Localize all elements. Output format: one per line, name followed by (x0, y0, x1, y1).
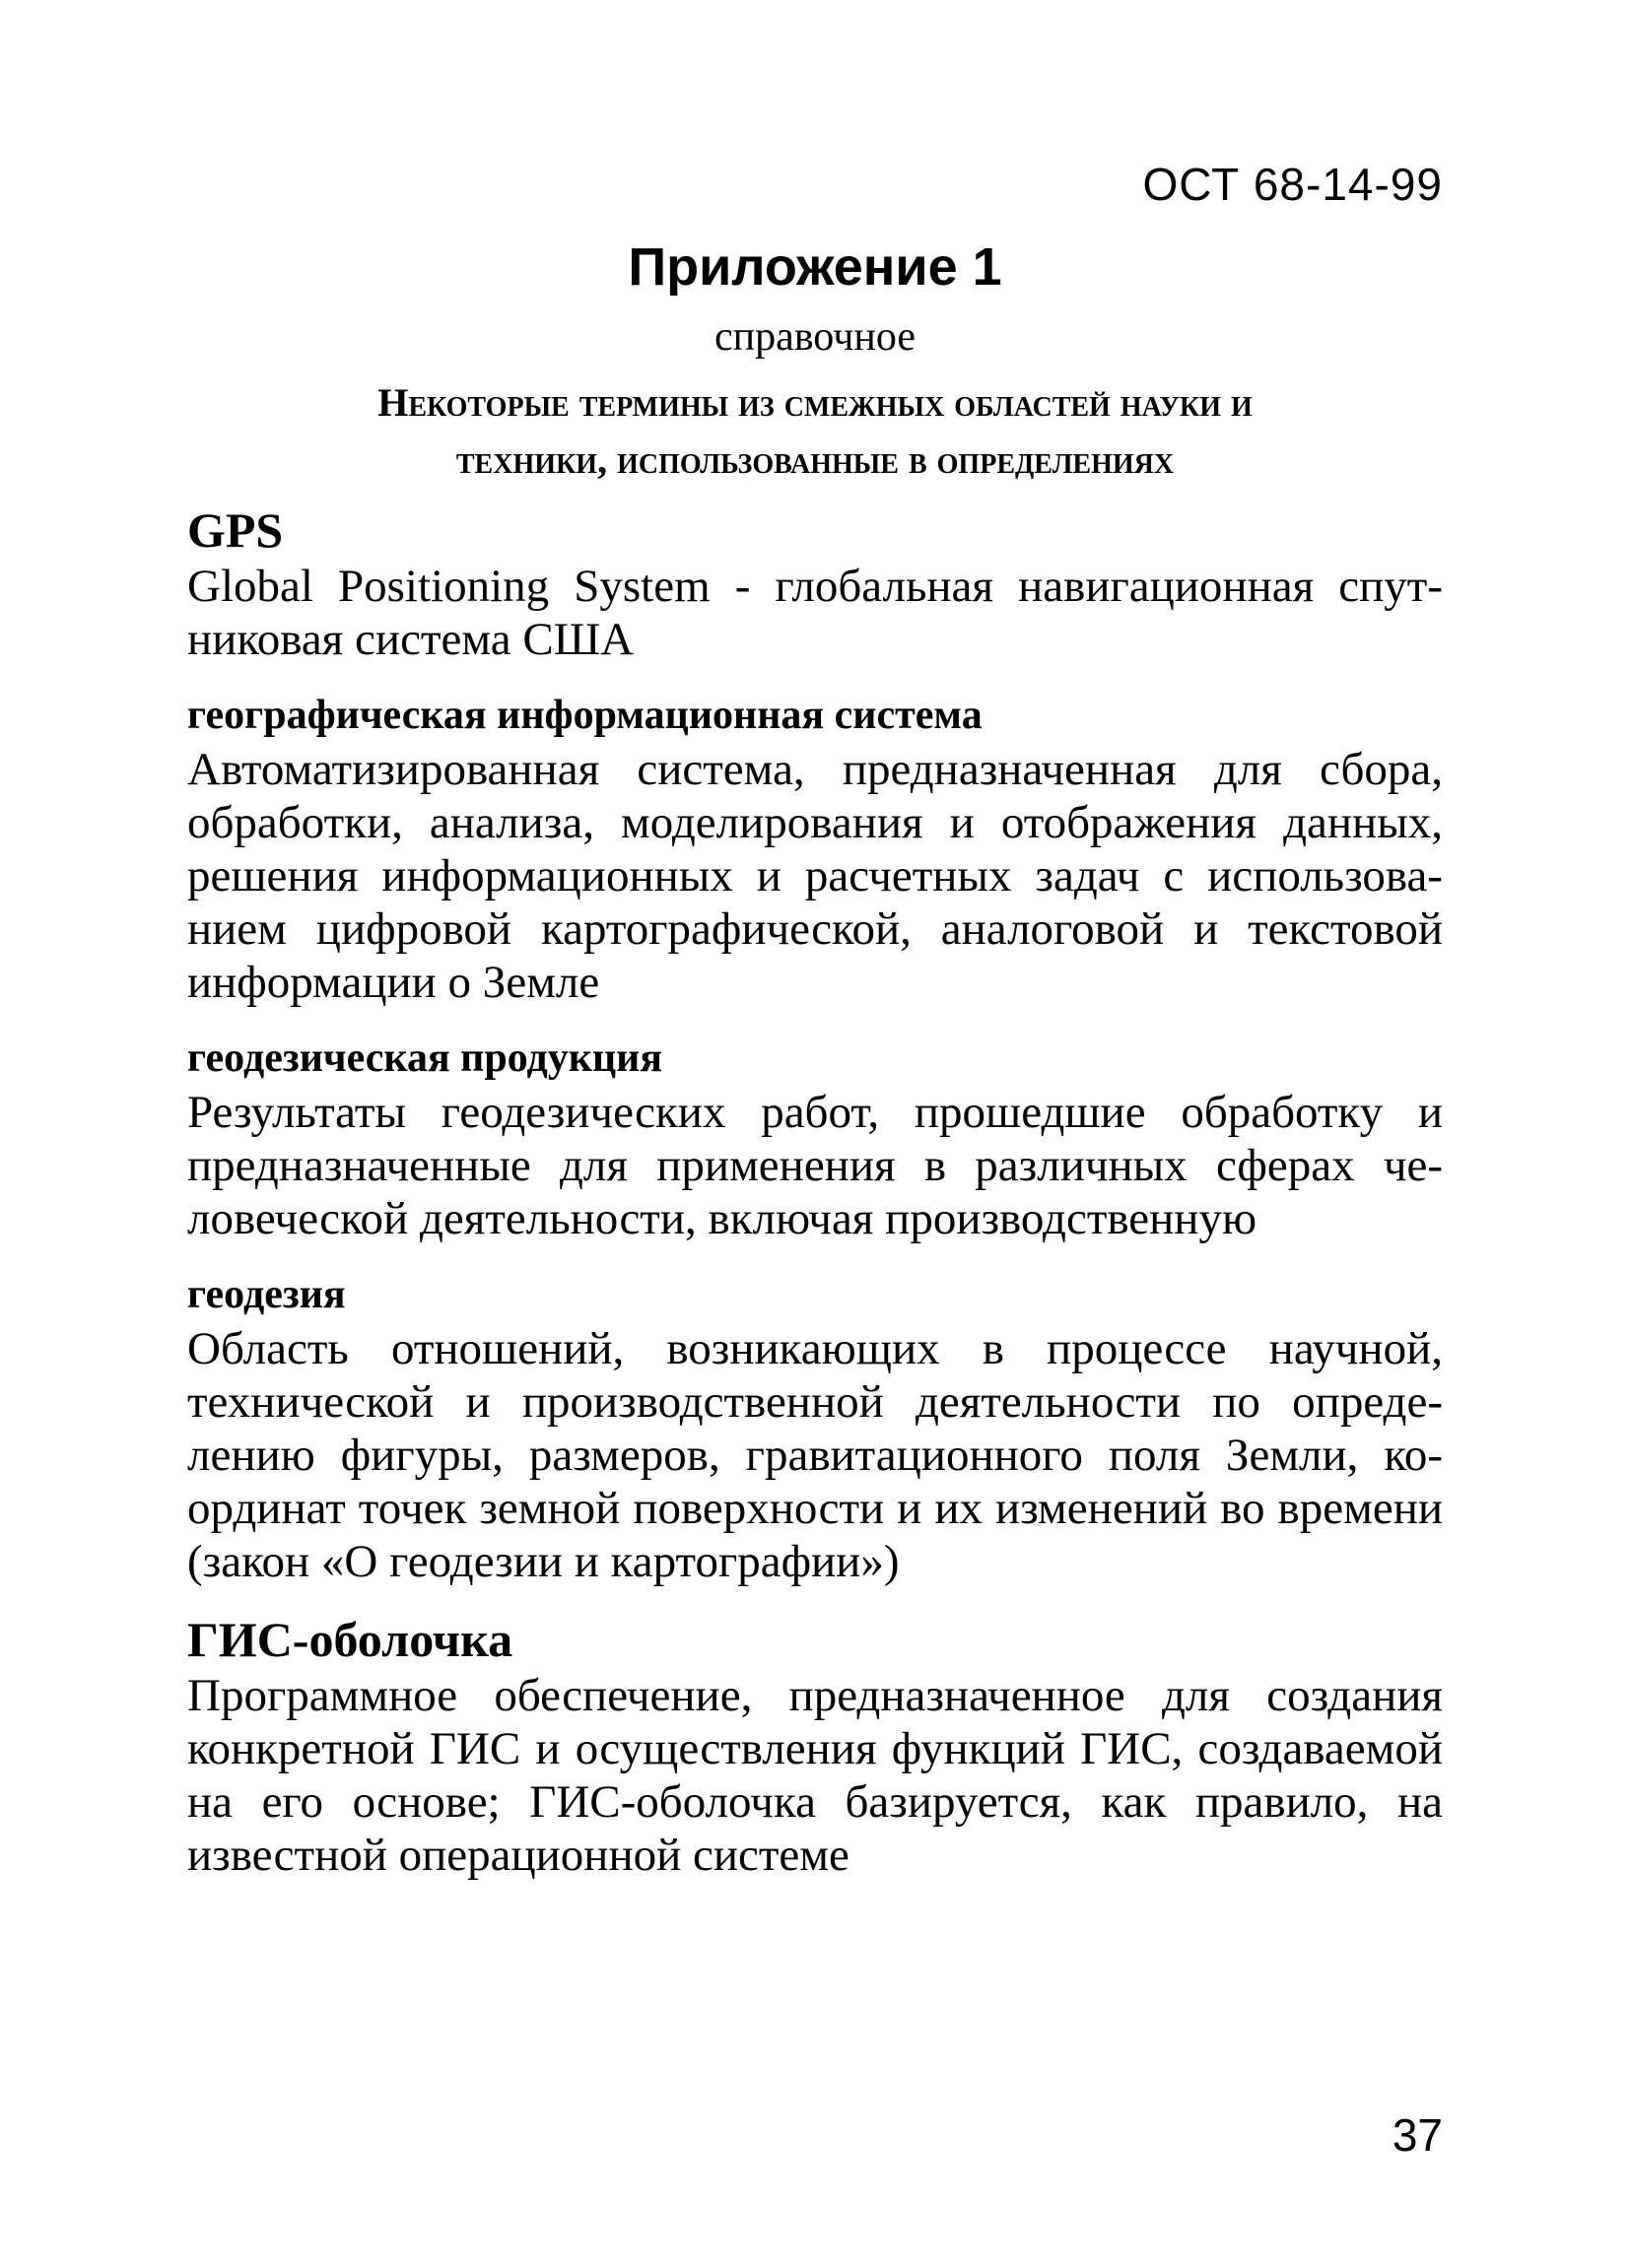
section-heading-line-1: Некоторые термины из смежных областей науки и (377, 380, 1253, 425)
definition-geodetic-products: Результаты геодезических работ, прошедшие обработку и предназначенные для применения в различных сферах человеческой деятельности, включая производственную (187, 1087, 1443, 1244)
definition-geodesy: Область отношений, возникающих в процессе научной, технической и производственной деятельности по определению фигуры, размеров, гравитационного поля Земли, координат точек земной поверхности и их изменений во времени (закон «О геодезии и картографии») (187, 1323, 1443, 1587)
glossary-entry-gis (187, 688, 1443, 1009)
definition-gis-shell: Программное обеспечение, предназначенное для создания конкретной ГИС и осуществления функций ГИС, создаваемой на его основе; ГИС-оболочка базируется, как правило, на известной операционной системе (187, 1670, 1443, 1881)
glossary-entry-geodesy (187, 1267, 1443, 1588)
document-code: ОСТ 68-14-99 (1142, 159, 1443, 210)
term-gis-shell: ГИС-оболочка (187, 1612, 513, 1667)
definition-gis: Автоматизированная система, предназначенная для сбора, обработки, анализа, моделирования и отображения данных, решения информационных и расчетных задач с использованием цифровой картографической, аналоговой и текстовой информации о Земле (187, 744, 1443, 1008)
term-geodetic-products: геодезическая продукция (187, 1035, 663, 1081)
page-number: 37 (1392, 2109, 1443, 2161)
glossary-entry-geodetic-products (187, 1031, 1443, 1245)
glossary-entry-gps (187, 500, 1443, 666)
appendix-kind: справочное (714, 314, 916, 360)
section-heading (187, 374, 1443, 489)
glossary (187, 500, 1443, 1903)
section-heading-line-2: техники, использованные в определениях (455, 437, 1175, 482)
term-gps: GPS (187, 502, 284, 558)
definition-gps: Global Positioning System - глобальная навигационная спутниковая система США (187, 561, 1443, 665)
term-gis: географическая информационная система (187, 693, 983, 738)
appendix-title: Приложение 1 (628, 237, 1002, 297)
glossary-entry-gis-shell (187, 1610, 1443, 1882)
term-geodesy: геодезия (187, 1272, 346, 1317)
